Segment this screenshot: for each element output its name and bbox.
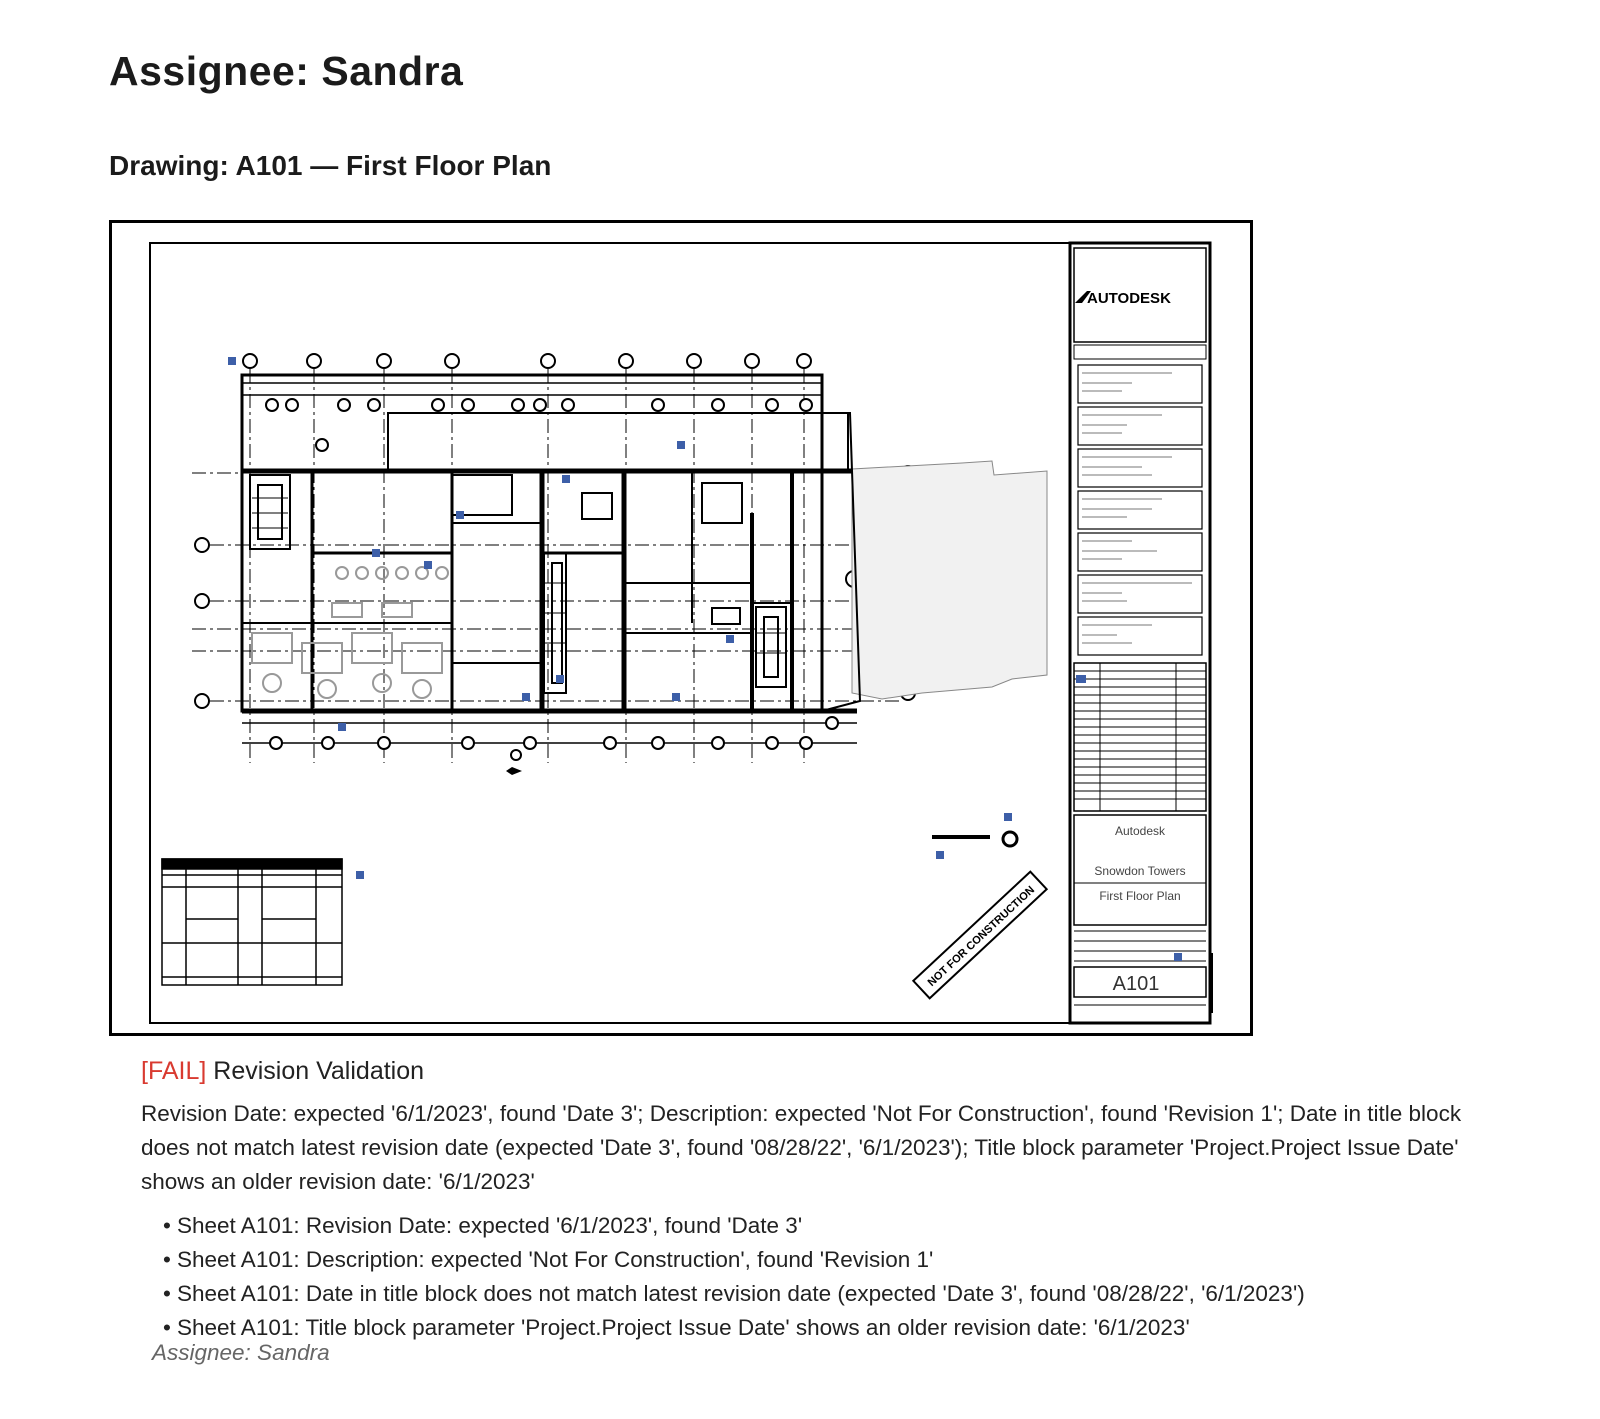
validation-result <box>141 1055 1481 1345</box>
issue-list <box>141 1209 1481 1345</box>
floor-plan <box>192 354 1047 879</box>
result-title: Revision Validation <box>213 1057 425 1085</box>
drawing-heading: Drawing: A101 — First Floor Plan <box>109 150 552 181</box>
list-item: • Sheet A101: Date in title block does not match latest revision date (expected 'Date 3', found '08/28/22', '6/1/2023') <box>163 1281 1305 1306</box>
title-block-sheet-number: A101 <box>1112 973 1160 995</box>
list-item: • Sheet A101: Description: expected 'Not For Construction', found 'Revision 1' <box>163 1247 934 1272</box>
title-block-project: Snowdon Towers <box>1094 864 1186 878</box>
title-block <box>1070 243 1212 1023</box>
list-item: • Sheet A101: Title block parameter 'Project.Project Issue Date' shows an older revision date: '6/1/2023' <box>163 1315 1190 1340</box>
result-heading <box>141 1055 1481 1087</box>
svg-text:NOT FOR CONSTRUCTION: NOT FOR CONSTRUCTION <box>925 883 1038 989</box>
drawing-sheet-image <box>109 220 1253 1036</box>
not-for-construction-stamp <box>913 872 1046 999</box>
page-title: Assignee: Sandra <box>109 48 464 94</box>
autodesk-logo: AUTODESK <box>1087 290 1171 307</box>
result-summary: Revision Date: expected '6/1/2023', found 'Date 3'; Description: expected 'Not For Construction', found 'Revision 1'; Date in title block does not match latest revision date (expected 'Date 3', found '08/28/22', '6/1/2023'); Title block parameter 'Project.Project Issue Date' shows an older revision date: '6/1/2023' <box>141 1101 1462 1194</box>
drawing-sheet-svg <box>112 223 1250 1033</box>
list-item: • Sheet A101: Revision Date: expected '6/1/2023', found 'Date 3' <box>163 1213 803 1238</box>
fail-status-tag: [FAIL] <box>141 1057 207 1085</box>
legend-table <box>162 859 342 985</box>
title-block-company: Autodesk <box>1114 824 1166 838</box>
assignee-note: Assignee: Sandra <box>152 1340 330 1365</box>
title-block-sheet-title: First Floor Plan <box>1099 889 1181 903</box>
